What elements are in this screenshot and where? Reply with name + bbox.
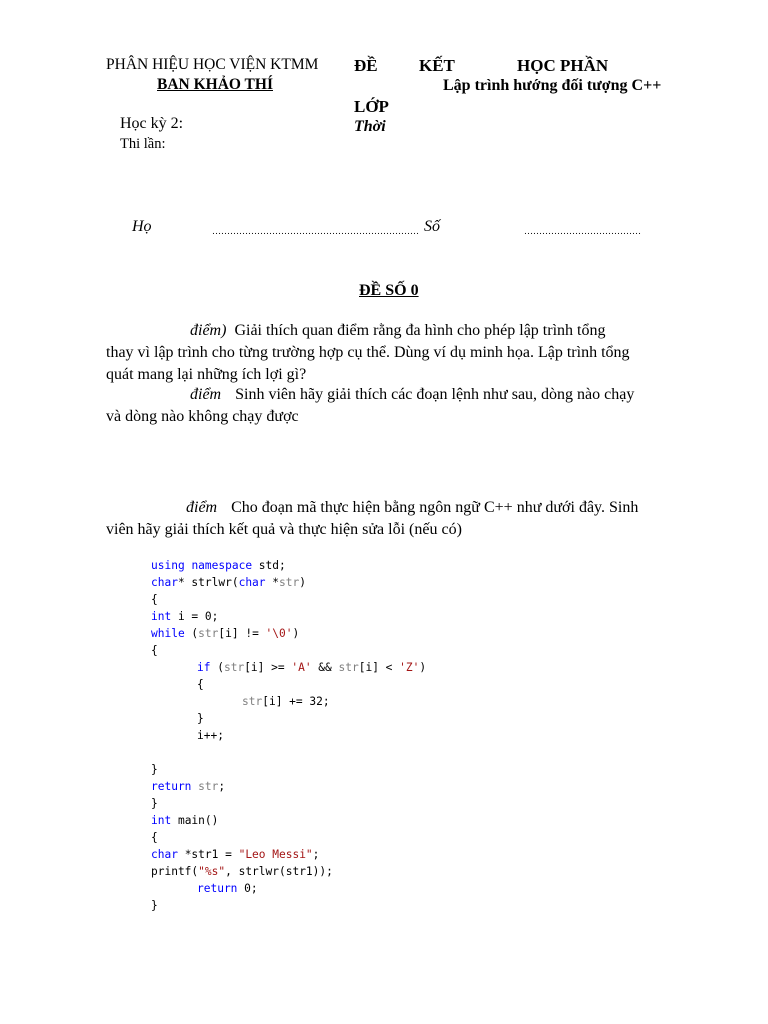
code-line-7 [197,659,426,676]
code-text: ( [210,661,224,674]
code-line-13 [151,778,225,795]
question-1 [106,320,686,386]
code-line-17 [151,846,319,863]
question-2 [106,384,686,428]
code-keyword: char [151,576,178,589]
semester-label: Học kỳ 2: [120,115,184,132]
code-text: , strlwr(str1)); [225,865,333,878]
code-text: * [265,576,280,589]
code-text: * strlwr( [177,576,239,589]
code-text: *str1 = [177,848,239,861]
code-line-19 [197,880,258,897]
code-text: && [311,661,339,674]
code-text: [i] >= [244,661,292,674]
code-keyword: using [151,559,185,572]
question-3 [106,497,686,541]
code-string: "Leo Messi" [238,848,313,861]
code-line-16: { [151,831,158,844]
code-line-18 [151,863,333,880]
student-number-field[interactable]: ………………………………… [524,226,641,236]
code-text: ) [299,576,306,589]
code-text: ) [292,627,300,640]
code-string: '\0' [265,627,293,640]
student-name-label: Họ [132,218,152,235]
code-text: 0; [237,882,258,895]
code-line-5 [151,625,299,642]
code-text: main() [171,814,219,827]
code-line-20: } [151,899,158,912]
code-text: ; [312,848,320,861]
code-keyword: char [151,848,178,861]
code-param: str [242,695,263,708]
code-line-15 [151,812,218,829]
code-string: 'A' [291,661,312,674]
code-text: [i] != [218,627,266,640]
exam-board: BAN KHẢO THÍ [157,76,273,93]
question-2-line-2: và dòng nào không chạy được [106,408,299,425]
exam-title: ĐỀ SỐ 0 [359,282,419,299]
code-string: 'Z' [399,661,420,674]
question-1-line-1: Giải thích quan điểm rằng đa hình cho phép lập trình tổng [234,322,606,339]
code-param: str [223,661,245,674]
code-keyword: if [197,661,211,674]
exam-word-hoc-phan: HỌC PHẦN [517,56,609,75]
question-1-line-2: thay vì lập trình cho từng trường hợp cụ thể. Dùng ví dụ minh họa. Lập trình tổng [106,344,630,361]
exam-word-de: ĐỀ [354,56,378,75]
code-text: ( [184,627,199,640]
code-keyword: int [151,814,172,827]
class-label: LỚP [354,97,389,116]
code-text: [i] += 32; [262,695,330,708]
code-keyword: return [151,780,192,793]
question-3-points: điểm [186,499,218,516]
code-line-8: { [197,678,204,691]
school-name: PHÂN HIỆU HỌC VIỆN KTMM [106,56,319,73]
student-number-label: Số [424,218,440,235]
course-name: Lập trình hướng đối tượng C++ [443,77,662,94]
exam-word-ket: KẾT [419,56,455,75]
question-1-points: điểm) [190,322,227,339]
code-line-2 [151,574,306,591]
code-param: str [338,661,359,674]
code-line-10: } [197,712,204,725]
code-keyword: int [151,610,172,623]
question-1-line-3: quát mang lại những ích lợi gì? [106,366,307,383]
code-string: "%s" [198,865,226,878]
code-line-12: } [151,763,158,776]
code-text: printf( [151,865,199,878]
time-label: Thời [354,118,386,135]
code-keyword: while [151,627,185,640]
code-text: std; [252,559,286,572]
code-line-9 [242,693,330,710]
code-text: ; [218,780,226,793]
code-line-3: { [151,593,158,606]
question-3-line-1: Cho đoạn mã thực hiện bằng ngôn ngữ C++ như dưới đây. Sinh [231,499,639,516]
code-keyword: return [197,882,238,895]
question-3-line-2: viên hãy giải thích kết quả và thực hiện sửa lỗi (nếu có) [106,521,462,538]
code-line-11: i++; [197,729,224,742]
code-line-4 [151,608,218,625]
code-text: [i] < [358,661,400,674]
question-2-line-1: Sinh viên hãy giải thích các đoạn lệnh như sau, dòng nào chạy [235,386,635,403]
student-name-field[interactable]: …………………………………………………………… [212,226,419,236]
code-line-1 [151,557,286,574]
code-param: str [279,576,300,589]
code-keyword: namespace [191,559,253,572]
code-keyword: char [238,576,266,589]
code-text: ) [419,661,427,674]
code-line-6: { [151,644,158,657]
question-2-points: điểm [190,386,222,403]
code-line-14: } [151,797,158,810]
code-param: str [198,627,219,640]
code-text: i = 0; [171,610,219,623]
code-param: str [191,780,219,793]
attempt-label: Thi lần: [120,136,166,152]
